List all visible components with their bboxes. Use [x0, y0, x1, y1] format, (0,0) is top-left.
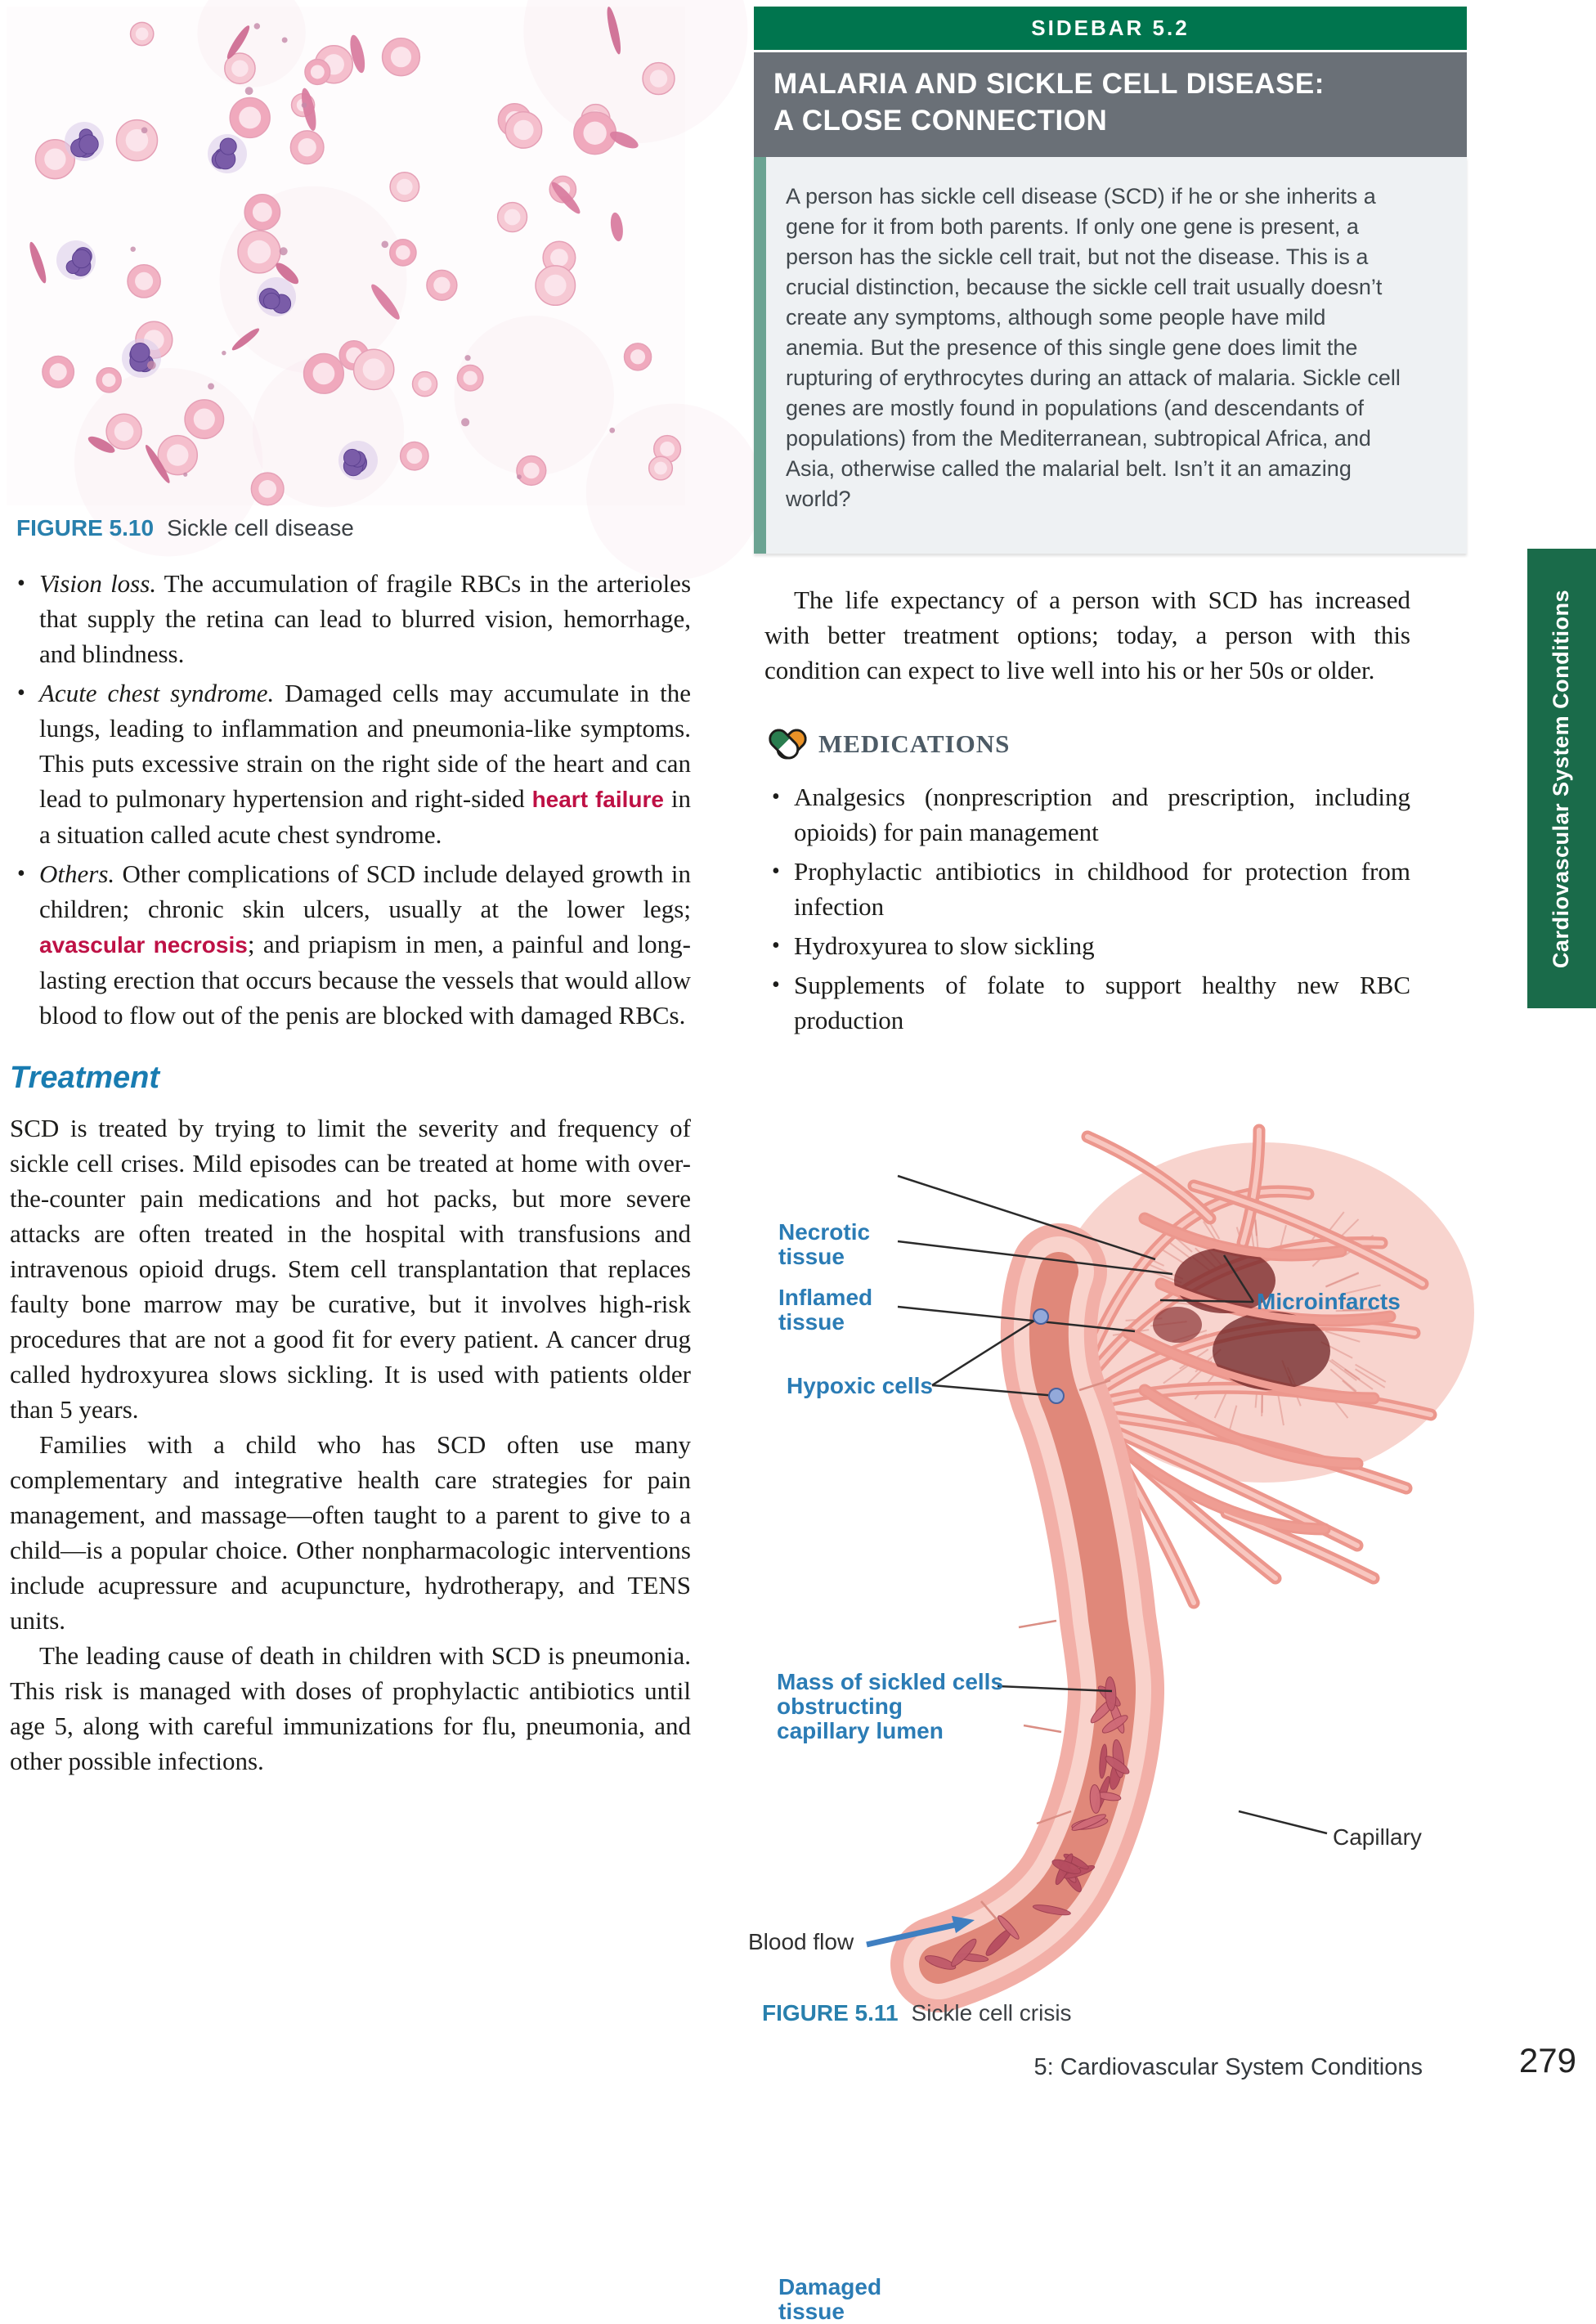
list-item: • Hydroxyurea to slow sickling [764, 928, 1410, 963]
pills-icon [764, 720, 810, 766]
left-column [10, 566, 691, 1779]
footer-running-title: 5: Cardiovascular System Conditions [1034, 2054, 1423, 2081]
annotation-hypoxic-cells: Hypoxic cells [787, 1374, 933, 1398]
medications-heading: MEDICATIONS [818, 726, 1010, 761]
highlight-term: avascular necrosis [39, 932, 248, 958]
annotation-blood-flow: Blood flow [748, 1930, 854, 1954]
sidebar-kicker: SIDEBAR 5.2 [754, 7, 1467, 50]
figure-5-10-caption-text: Sickle cell disease [167, 515, 354, 541]
treatment-paragraph: SCD is treated by trying to limit the severity and frequency of sickle cell crises. Mild episodes can be treated at home with over-the-counter pain medications and hot packs, but more severe attacks are often treated in the hospital with transfusions and intravenous opioid drugs. Stem cell transplantation that replaces faulty bone marrow may be curative, but it involves high-risk procedures that are not a good fit for every patient. A cancer drug called hydroxyurea slows sickling. It is used with patients older than 5 years. [10, 1110, 691, 1427]
bullet-lead: Acute chest syndrome. [39, 679, 274, 707]
sidebar-title-line1: MALARIA AND SICKLE CELL DISEASE: [773, 65, 1447, 102]
sickle-cell-crisis-illustration [736, 1120, 1521, 1999]
right-column [764, 582, 1410, 1059]
list-item: • Others. Other complications of SCD include delayed growth in children; chronic skin ulcers, usually at the lower legs; avascular necrosis; and priapism in men, a painful and long-lasting erection that occurs because the vessels that would allow blood to flow out of the penis are blocked with damaged RBCs. [10, 856, 691, 1033]
figure-5-10-caption [16, 515, 354, 541]
sidebar-body [754, 157, 1467, 554]
life-expectancy-paragraph: The life expectancy of a person with SCD has increased with better treatment options; today, a person with this condition can expect to live well into his or her 50s or older. [764, 582, 1410, 688]
highlight-term: heart failure [532, 787, 664, 812]
sidebar-body-text: A person has sickle cell disease (SCD) if he or she inherits a gene for it from both parents. If only one gene is present, a person has the sickle cell trait, but not the disease. This is a crucial distinction, because the sickle cell trait usually doesn’t create any symptoms, although some people have mild anemia. But the presence of this single gene does limit the rupturing of erythrocytes during an attack of malaria. Sickle cell genes are mostly found in populations (and descendants of populations) from the Mediterranean, subtropical Africa, and Asia, otherwise called the malarial belt. Isn’t it an amazing world? [786, 182, 1410, 514]
list-item: • Analgesics (nonprescription and prescription, including opioids) for pain management [764, 779, 1410, 850]
figure-5-10-label: FIGURE 5.10 [16, 515, 154, 541]
medications-heading-row [764, 720, 1410, 766]
annotation-mass-of-sickled-cells: Mass of sickled cells obstructing capillary lumen [777, 1670, 1003, 1743]
sidebar-title-line2: A CLOSE CONNECTION [773, 102, 1447, 139]
blood-smear-image [7, 7, 685, 505]
annotation-capillary: Capillary [1333, 1825, 1422, 1850]
annotation-necrotic-tissue: Necrotic tissue [778, 1220, 870, 1269]
figure-5-11-caption-text: Sickle cell crisis [912, 2000, 1072, 2026]
medications-list [764, 779, 1410, 1038]
list-item: • Prophylactic antibiotics in childhood for protection from infection [764, 854, 1410, 924]
figure-5-11-caption [762, 2000, 1072, 2026]
treatment-heading: Treatment [10, 1061, 691, 1096]
annotation-damaged-tissue: Damaged tissue [778, 2275, 881, 2324]
bullet-lead: Vision loss. [39, 569, 156, 598]
list-item: • Vision loss. The accumulation of fragile RBCs in the arterioles that supply the retina can lead to blurred vision, hemorrhage, and blindness. [10, 566, 691, 671]
list-item: • Supplements of folate to support healthy new RBC production [764, 967, 1410, 1038]
chapter-thumb-tab-label: Cardiovascular System Conditions [1549, 589, 1575, 967]
list-item: • Acute chest syndrome. Damaged cells may accumulate in the lungs, leading to inflammation and pneumonia-like symptoms. This puts excessive strain on the right side of the heart and can lead to pulmonary hypertension and right-sided heart failure in a situation called acute chest syndrome. [10, 675, 691, 852]
annotation-microinfarcts: Microinfarcts [1257, 1290, 1401, 1314]
treatment-paragraph: The leading cause of death in children with SCD is pneumonia. This risk is managed with doses of prophylactic antibiotics until age 5, along with careful immunizations for flu, pneumonia, and other possible infections. [10, 1638, 691, 1779]
sidebar-title [754, 52, 1467, 157]
sidebar-box [754, 7, 1467, 554]
annotation-inflamed-tissue: Inflamed tissue [778, 1285, 872, 1335]
treatment-paragraph: Families with a child who has SCD often use many complementary and integrative health care strategies for pain management, and massage—often taught to a parent to give to a child—is a popular choice. Other nonpharmacologic interventions include acupressure and acupuncture, hydrotherapy, and TENS units. [10, 1427, 691, 1638]
footer-page-number: 279 [1519, 2041, 1576, 2080]
chapter-thumb-tab [1527, 549, 1596, 1008]
blood-smear-photo [7, 7, 685, 505]
bullet-lead: Others. [39, 859, 114, 888]
figure-5-11-label: FIGURE 5.11 [762, 2000, 899, 2026]
complications-list [10, 566, 691, 1033]
